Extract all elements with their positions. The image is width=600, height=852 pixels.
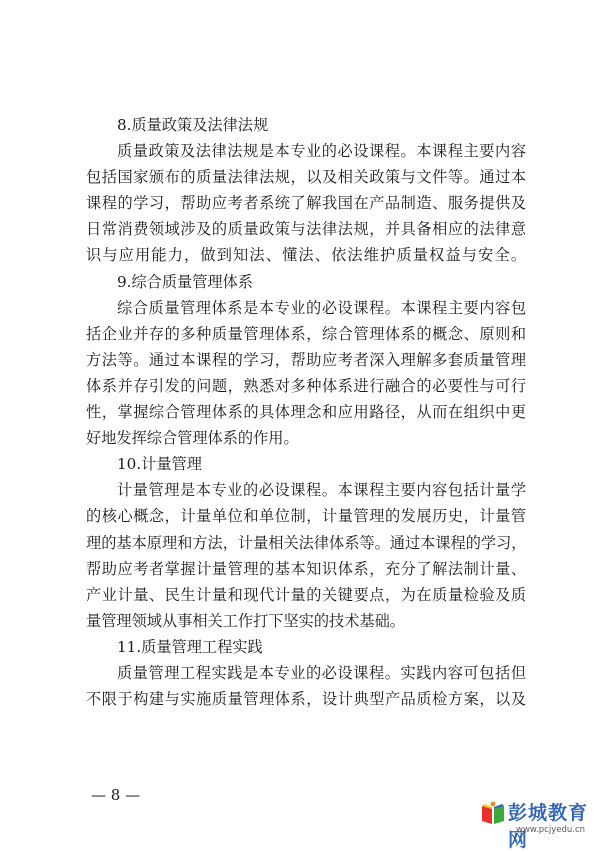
book-logo-icon (480, 800, 506, 826)
paragraph-line: 识与应用能力，做到知法、懂法、依法维护质量权益与安全。 (86, 246, 526, 265)
paragraph-line: 综合质量管理体系是本专业的必设课程。本课程主要内容包 (117, 298, 526, 317)
paragraph-line: 方法等。通过本课程的学习，帮助应考者深入理解多套质量管理 (86, 350, 526, 369)
paragraph-line: 质量政策及法律法规是本专业的必设课程。本课程主要内容 (117, 142, 526, 161)
section-heading: 11.质量管理工程实践 (117, 637, 263, 656)
paragraph-line: 帮助应考者掌握计量管理的基本知识体系，充分了解法制计量、 (86, 559, 526, 578)
watermark-url: www.pcjyedu.cn (516, 825, 586, 835)
paragraph-line: 产业计量、民生计量和现代计量的关键要点，为在质量检验及质 (86, 585, 526, 604)
paragraph-line: 体系并存引发的问题，熟悉对多种体系进行融合的必要性与可行 (86, 376, 526, 395)
paragraph-line: 括企业并存的多种质量管理体系，综合管理体系的概念、原则和 (86, 324, 526, 343)
paragraph-line: 的核心概念，计量单位和单位制，计量管理的发展历史，计量管 (86, 507, 526, 526)
site-watermark (480, 798, 592, 851)
paragraph-line: 日常消费领域涉及的质量政策与法律法规，并具备相应的法律意 (86, 220, 526, 239)
section-heading: 8.质量政策及法律法规 (117, 116, 269, 134)
page-number: — 8 — (91, 786, 141, 804)
paragraph-line: 量管理领域从事相关工作打下坚实的技术基础。 (86, 611, 405, 630)
section-heading: 10.计量管理 (117, 455, 202, 474)
watermark-title: 彭城教育网 (508, 802, 589, 851)
paragraph-line: 好地发挥综合管理体系的作用。 (86, 429, 299, 448)
paragraph-line: 包括国家颁布的质量法律法规，以及相关政策与文件等。通过本 (86, 168, 526, 187)
paragraph-line: 理的基本原理和方法，计量相关法律体系等。通过本课程的学习， (86, 533, 526, 552)
document-body (86, 112, 526, 712)
paragraph-line: 课程的学习，帮助应考者系统了解我国在产品制造、服务提供及 (86, 194, 526, 213)
paragraph-line: 不限于构建与实施质量管理体系，设计典型产品质检方案，以及 (86, 690, 526, 709)
paragraph-line: 性，掌握综合管理体系的具体理念和应用路径，从而在组织中更 (86, 403, 526, 422)
section-heading: 9.综合质量管理体系 (117, 272, 253, 291)
paragraph-line: 质量管理工程实践是本专业的必设课程。实践内容可包括但 (117, 663, 526, 682)
paragraph-line: 计量管理是本专业的必设课程。本课程主要内容包括计量学 (117, 481, 526, 500)
